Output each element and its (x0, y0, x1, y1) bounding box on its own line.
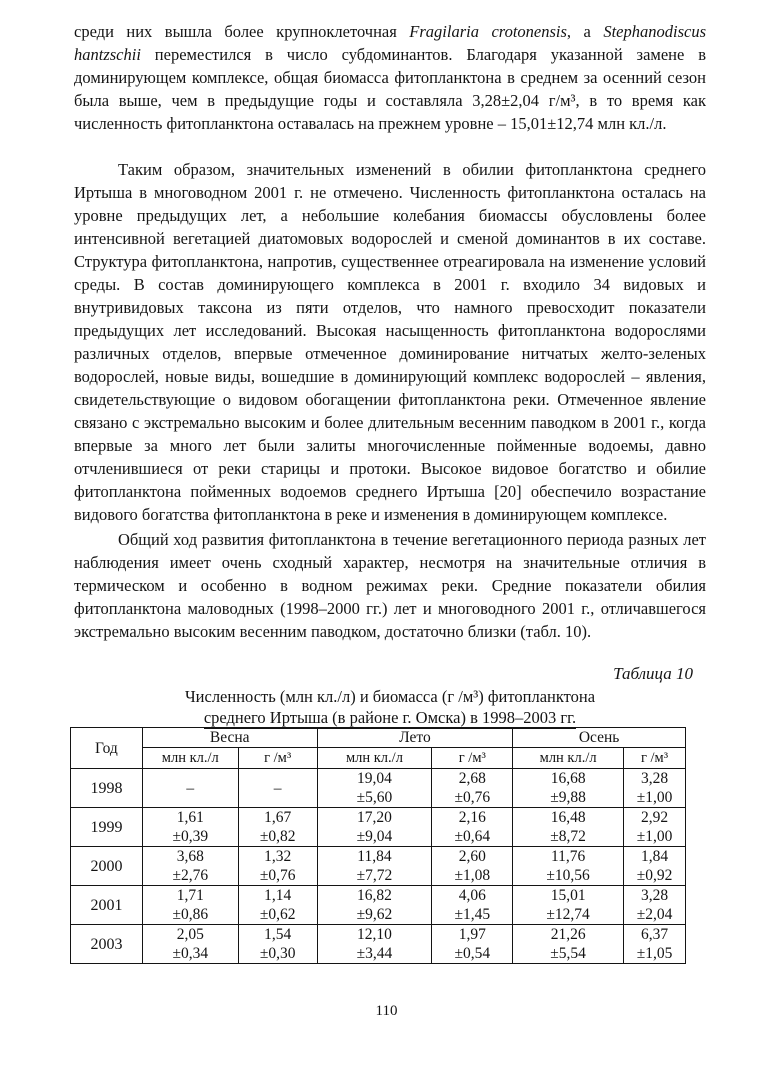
spring-count-cell (142, 925, 238, 964)
error: ±0,34 (172, 945, 209, 962)
spring-mass-cell (238, 808, 317, 847)
error: ±8,72 (550, 828, 586, 845)
year-cell: 2001 (71, 886, 143, 925)
error: ±0,54 (454, 945, 491, 962)
error: ±1,00 (636, 828, 673, 845)
autumn-count-cell (513, 808, 624, 847)
error: ±5,60 (356, 789, 393, 806)
summer-mass-cell (432, 847, 513, 886)
error: ±10,56 (546, 867, 590, 884)
error: ±0,82 (259, 828, 296, 845)
error: ±0,86 (172, 906, 209, 923)
value: 2,68 (458, 770, 486, 787)
paragraph-3-text: Общий ход развития фитопланктона в течение вегетационного периода разных лет наблюдения имеет очень сходный характер, несмотря на значительные отличия в термическом и особенно в водном режимах реки. Средние показатели обилия фитопланктона маловодных (1998–2000 гг.) лет и многоводного 2001 г., отличавшегося экстремально высоким весенним паводком, достаточно близки (табл. 10). (74, 530, 706, 641)
error: ±2,76 (172, 867, 209, 884)
table-caption-line-1: Численность (млн кл./л) и биомасса (г /м³) фитопланктона (184, 687, 596, 706)
header-autumn: Осень (513, 728, 686, 748)
summer-count-cell (317, 925, 432, 964)
summer-mass-cell (432, 925, 513, 964)
value: 2,60 (458, 848, 486, 865)
value: 17,20 (357, 809, 392, 826)
value: 4,06 (458, 887, 486, 904)
table-row (71, 925, 686, 964)
table-row (71, 886, 686, 925)
summer-count-cell (317, 769, 432, 808)
summer-mass-cell (432, 886, 513, 925)
value: – (186, 779, 195, 797)
value: 16,68 (550, 770, 586, 787)
error: ±5,54 (550, 945, 586, 962)
spring-mass-cell (238, 769, 317, 808)
header-year: Год (71, 728, 143, 769)
value: 1,54 (264, 926, 292, 943)
error: ±1,45 (454, 906, 491, 923)
value: 15,01 (550, 887, 586, 904)
table-header-row-seasons (71, 728, 686, 748)
phytoplankton-table (70, 727, 686, 964)
paragraph-general-course (74, 528, 706, 643)
value: 19,04 (357, 770, 392, 787)
error: ±0,64 (454, 828, 491, 845)
error: ±0,39 (172, 828, 209, 845)
autumn-count-cell (513, 925, 624, 964)
header-unit-count: млн кл./л (142, 748, 238, 769)
table-row (71, 808, 686, 847)
header-unit-mass: г /м³ (238, 748, 317, 769)
header-summer: Лето (317, 728, 513, 748)
table-label: Таблица 10 (613, 664, 693, 683)
spring-mass-cell (238, 886, 317, 925)
value: 16,82 (357, 887, 392, 904)
autumn-mass-cell (624, 925, 686, 964)
value: 2,16 (458, 809, 486, 826)
autumn-count-cell (513, 769, 624, 808)
header-unit-count: млн кл./л (513, 748, 624, 769)
autumn-mass-cell (624, 886, 686, 925)
value: 21,26 (550, 926, 586, 943)
value: 3,28 (640, 887, 669, 904)
error: ±0,76 (259, 867, 296, 884)
error: ±9,88 (550, 789, 586, 806)
error: ±0,30 (259, 945, 296, 962)
value: 3,28 (640, 770, 669, 787)
spring-count-cell (142, 808, 238, 847)
table-row (71, 769, 686, 808)
error: ±1,00 (636, 789, 673, 806)
year-cell: 2003 (71, 925, 143, 964)
error: ±3,44 (356, 945, 393, 962)
header-unit-mass: г /м³ (432, 748, 513, 769)
autumn-count-cell (513, 847, 624, 886)
spring-count-cell (142, 847, 238, 886)
summer-count-cell (317, 847, 432, 886)
table-caption-line-2: среднего Иртыша (в районе г. Омска) в 1998–2003 гг. (203, 708, 577, 727)
species-name-stephanodiscus: Stephanodiscus hantzschii (74, 22, 706, 64)
error: ±0,62 (259, 906, 296, 923)
error: ±7,72 (356, 867, 393, 884)
paragraph-2-text: Таким образом, значительных изменений в обилии фитопланктона среднего Иртыша в многоводном 2001 г. не отмечено. Численность фитопланктона осталась на уровне предыдущих лет, а небольшие колебания биомассы обусловлены более интенсивной вегетацией диатомовых водорослей и сменой доминантов в их составе. Структура фитопланктона, напротив, существеннее отреагировала на изменение условий среды. В состав доминирующего комплекса в 2001 г. входило 34 видовых и внутривидовых таксона из пяти отделов, что намного превосходит показатели предыдущих лет исследований. Высокая насыщенность фитопланктона водорослями различных отделов, впервые отмеченное доминирование нитчатых желто-зеленых водорослей, новые виды, вошедшие в доминирующий комплекс водорослей – явления, свидетельствующие о видовом обогащении фитопланктона реки. Отмеченное явление связано с экстремально высоким и более длительным весенним паводком в 2001 г., когда впервые за много лет были залиты многочисленные пойменные водоемы, давно отчленившиеся от реки старицы и протоки. Высокое видовое богатство и обилие фитопланктона пойменных водоемов среднего Иртыша [20] обеспечило возрастание видового богатства фитопланктона в реке и изменения в доминирующем комплексе. (74, 160, 706, 524)
value: 1,14 (264, 887, 292, 904)
spring-mass-cell (238, 847, 317, 886)
year-cell: 2000 (71, 847, 143, 886)
value: 2,92 (640, 809, 669, 826)
summer-mass-cell (432, 769, 513, 808)
error: ±0,76 (454, 789, 491, 806)
table-row (71, 847, 686, 886)
year-cell: 1999 (71, 808, 143, 847)
page-number: 110 (375, 1003, 398, 1019)
value: 1,32 (264, 848, 292, 865)
error: ±12,74 (546, 906, 590, 923)
autumn-count-cell (513, 886, 624, 925)
error: ±1,05 (636, 945, 673, 962)
autumn-mass-cell (624, 808, 686, 847)
value: 11,84 (357, 848, 392, 865)
header-spring: Весна (142, 728, 317, 748)
value: 16,48 (550, 809, 586, 826)
value: – (273, 779, 282, 797)
summer-count-cell (317, 886, 432, 925)
error: ±1,08 (454, 867, 491, 884)
autumn-mass-cell (624, 769, 686, 808)
value: 11,76 (550, 848, 586, 865)
error: ±0,92 (636, 867, 673, 884)
value: 1,71 (176, 887, 204, 904)
spring-mass-cell (238, 925, 317, 964)
table-caption (74, 686, 706, 729)
p1-text-a: среди них вышла более крупноклеточная (74, 22, 410, 41)
header-unit-count: млн кл./л (317, 748, 432, 769)
value: 1,97 (458, 926, 486, 943)
spring-count-cell (142, 769, 238, 808)
error: ±9,04 (356, 828, 393, 845)
p1-text-b: , а (566, 22, 604, 41)
p1-text-c: переместился в число субдоминантов. Благодаря указанной замене в доминирующем комплексе, общая биомасса фитопланктона в среднем за осенний сезон была выше, чем в предыдущие годы и составляла 3,28±2,04 г/м³, в то время как численность фитопланктона оставалась на прежнем уровне – 15,01±12,74 млн кл./л. (74, 45, 706, 133)
year-cell: 1998 (71, 769, 143, 808)
spring-count-cell (142, 886, 238, 925)
value: 2,05 (176, 926, 204, 943)
autumn-mass-cell (624, 847, 686, 886)
value: 12,10 (357, 926, 392, 943)
value: 1,84 (640, 848, 669, 865)
value: 1,61 (176, 809, 204, 826)
species-name-fragilaria: Fragilaria crotonensis (409, 22, 567, 41)
table-header-row-units (71, 748, 686, 769)
value: 1,67 (264, 809, 292, 826)
error: ±9,62 (356, 906, 393, 923)
header-unit-mass: г /м³ (624, 748, 686, 769)
value: 3,68 (176, 848, 204, 865)
paragraph-continuation (74, 20, 706, 135)
value: 6,37 (640, 926, 669, 943)
error: ±2,04 (636, 906, 673, 923)
summer-count-cell (317, 808, 432, 847)
paragraph-conclusion (74, 158, 706, 526)
summer-mass-cell (432, 808, 513, 847)
